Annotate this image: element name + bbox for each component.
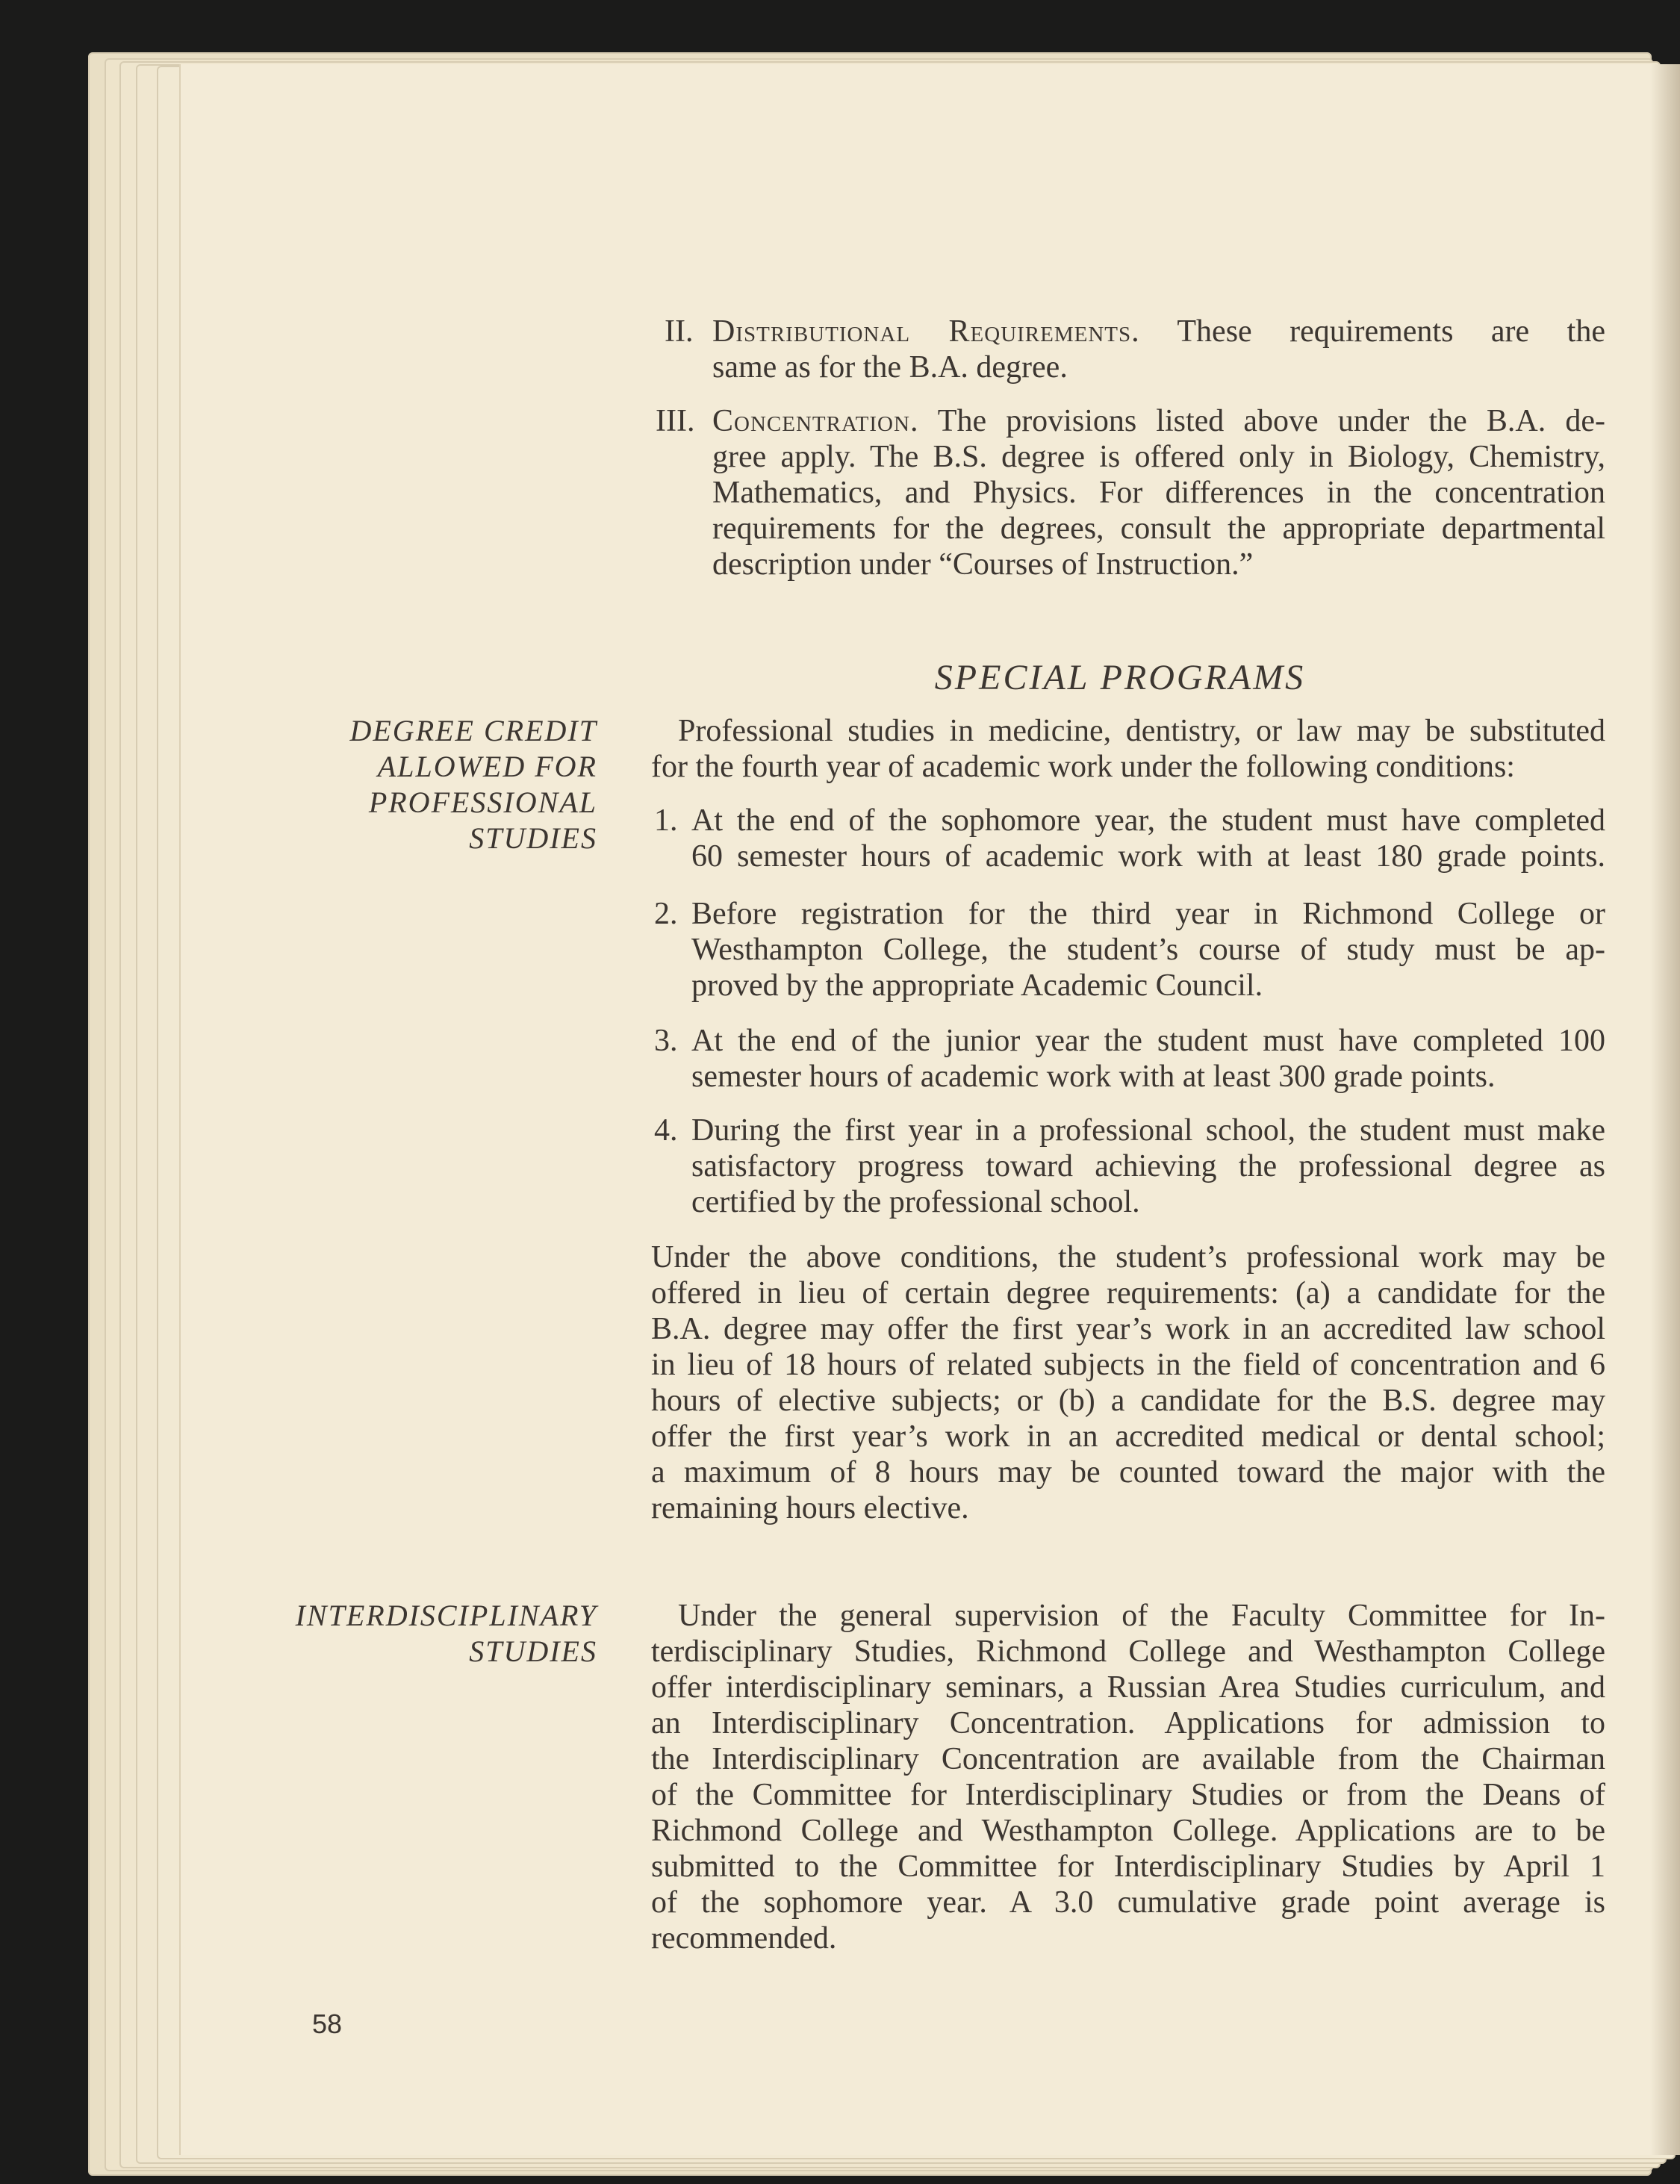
requirement-line: same as for the B.A. degree. [712,350,1068,385]
requirement-line: Mathematics, and Physics. For differences in the concentration [712,476,1605,510]
requirement-line: The provisions listed above under the B.A. de- [918,404,1605,438]
condition-line: At the end of the sophomore year, the student must have completed [691,803,1605,838]
condition-line: Before registration for the third year in Richmond College or [691,897,1605,931]
requirement-heading: Distributional Requirements. [712,314,1140,349]
condition-line: semester hours of academic work with at least 300 grade points. [691,1060,1496,1094]
paragraph-line: remaining hours elective. [651,1491,969,1525]
paragraph-line: the Interdisciplinary Concentration are available from the Chairman [651,1742,1605,1776]
paragraph-line: B.A. degree may offer the first year’s work in an accredited law school [651,1312,1605,1346]
sidebar-line: ALLOWED FOR [377,750,597,783]
sidebar-line: STUDIES [469,821,597,855]
sidebar-degree-credit [224,713,597,856]
requirement-line: gree apply. The B.S. degree is offered only in Biology, Chemistry, [712,440,1605,474]
paragraph-line: for the fourth year of academic work under the following conditions: [651,750,1515,784]
requirement-iii [656,403,1605,590]
condition-1 [654,803,1605,877]
sidebar-line: DEGREE CREDIT [349,714,597,747]
page-gutter-shadow [1650,64,1680,2155]
requirement-heading: Concentration. [712,404,919,438]
condition-line: 60 semester hours of academic work with at least 180 grade points. [691,839,1605,874]
requirement-line: description under “Courses of Instruction.” [712,547,1254,582]
requirement-line: These requirements are the [1139,314,1605,349]
page-number: 58 [312,2009,343,2039]
degree-credit-closing [651,1239,1605,1526]
condition-number: 4. [654,1113,678,1148]
condition-line: Westhampton College, the student’s course of study must be ap- [691,933,1605,967]
paragraph-line: terdisciplinary Studies, Richmond College and Westhampton College [651,1634,1605,1669]
paragraph-line: of the Committee for Interdisciplinary Studies or from the Deans of [651,1778,1605,1812]
condition-line: During the first year in a professional school, the student must make [691,1113,1605,1148]
requirement-numeral: III. [656,404,695,438]
condition-4 [654,1113,1605,1225]
condition-number: 1. [654,803,678,838]
condition-3 [654,1023,1605,1098]
condition-number: 3. [654,1024,678,1058]
sidebar-interdisciplinary [224,1598,597,1670]
condition-line: certified by the professional school. [691,1185,1140,1219]
condition-number: 2. [654,897,678,931]
paragraph-line: a maximum of 8 hours may be counted toward the major with the [651,1455,1605,1490]
condition-line: satisfactory progress toward achieving the professional degree as [691,1149,1605,1183]
paragraph-line: an Interdisciplinary Concentration. Applications for admission to [651,1706,1605,1740]
paragraph-line: hours of elective subjects; or (b) a candidate for the B.S. degree may [651,1384,1605,1418]
requirement-ii [665,314,1605,388]
interdisciplinary-text [651,1598,1605,1956]
requirement-numeral: II. [665,314,694,349]
sidebar-line: STUDIES [469,1634,597,1668]
paragraph-line: of the sophomore year. A 3.0 cumulative grade point average is [651,1885,1605,1920]
paragraph-line: offer interdisciplinary seminars, a Russian Area Studies curriculum, and [651,1670,1605,1705]
sidebar-line: PROFESSIONAL [368,785,597,819]
paragraph-line: recommended. [651,1921,837,1956]
paragraph-line: Under the above conditions, the student’s professional work may be [651,1240,1605,1275]
paragraph-line: Professional studies in medicine, dentistry, or law may be substituted [678,714,1605,748]
condition-line: proved by the appropriate Academic Council. [691,968,1263,1003]
requirement-line: requirements for the degrees, consult the appropriate departmental [712,511,1605,546]
condition-line: At the end of the junior year the student must have completed 100 [691,1024,1605,1058]
paragraph-line: Richmond College and Westhampton College. Applications are to be [651,1814,1605,1848]
section-title: SPECIAL PROGRAMS [934,658,1306,697]
paragraph-line: submitted to the Committee for Interdisciplinary Studies by April 1 [651,1849,1605,1884]
paragraph-line: Under the general supervision of the Faculty Committee for In- [678,1599,1605,1633]
paragraph-line: in lieu of 18 hours of related subjects in the field of concentration and 6 [651,1348,1605,1382]
condition-2 [654,896,1605,1008]
paragraph-line: offered in lieu of certain degree requirements: (a) a candidate for the [651,1276,1605,1310]
paragraph-line: offer the first year’s work in an accredited medical or dental school; [651,1419,1605,1454]
sidebar-line: INTERDISCIPLINARY [295,1599,597,1632]
degree-credit-intro [651,713,1605,785]
